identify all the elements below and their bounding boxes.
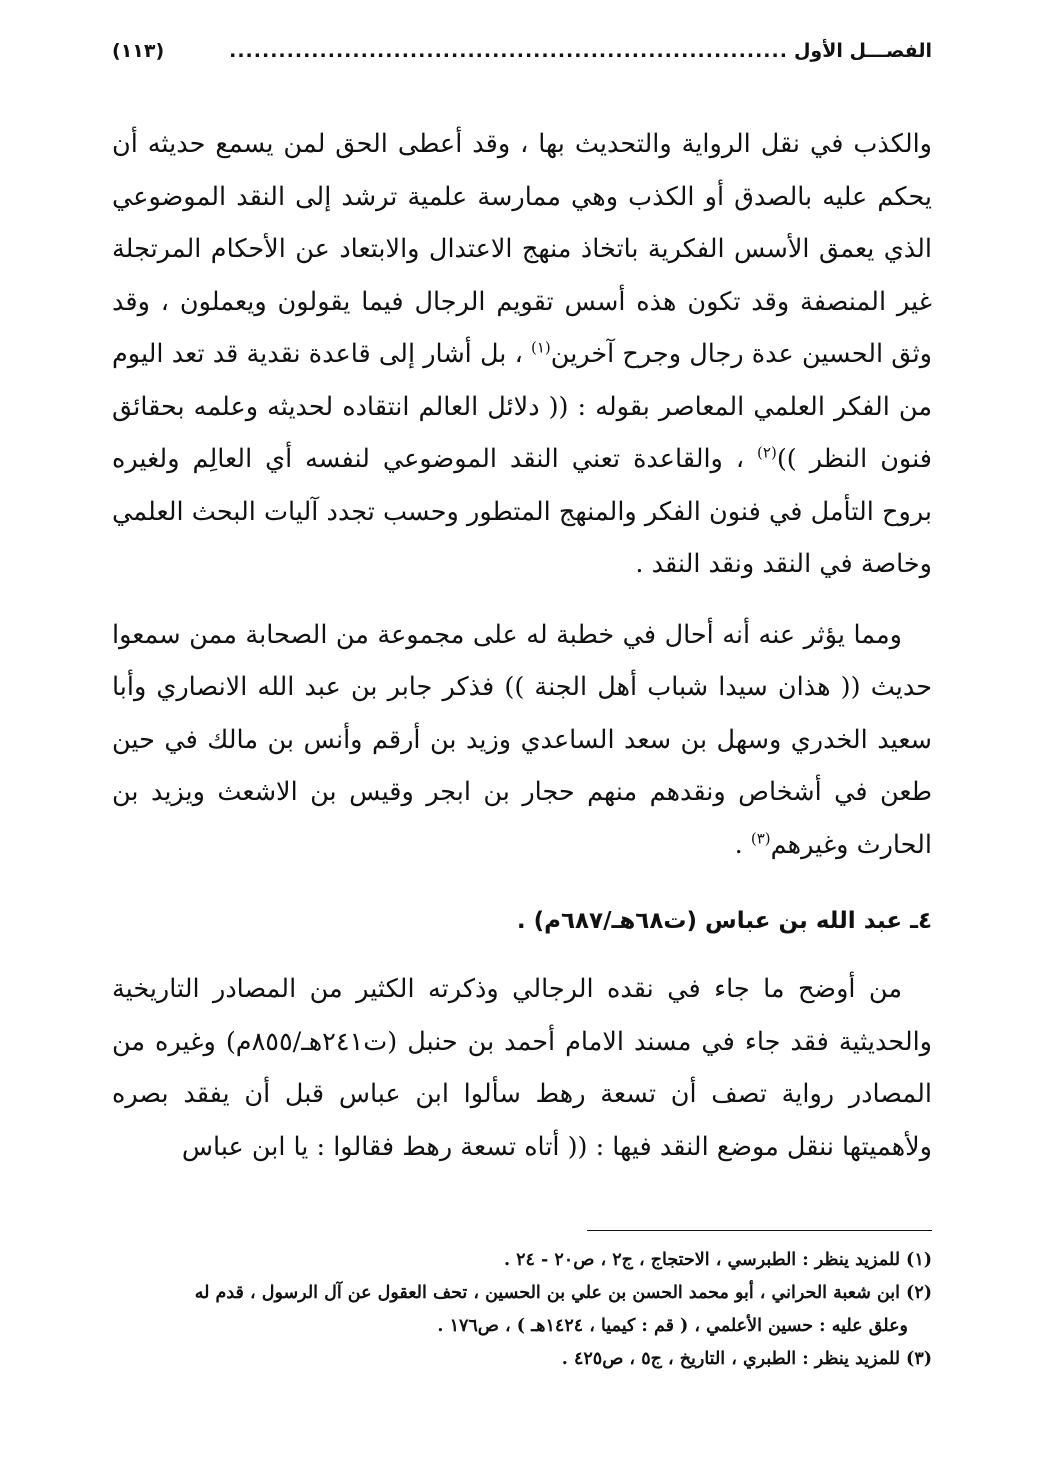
footnote-ref-1: (١)	[531, 338, 551, 357]
page-number: (١١٣)	[112, 40, 165, 62]
footnote-1	[112, 1244, 932, 1277]
paragraph-1-end: ، والقاعدة تعني النقد الموضوعي لنفسه أي العالِم ولغيره بروح التأمل في فنون الفكر والمنهج المتطور وحسب تجدد آليات البحث العلمي وخاصة في النقد ونقد النقد .	[112, 444, 932, 579]
footnote-text: للمزيد ينظر : الطبري ، التاريخ ، ج٥ ، ص٤٢٥ .	[561, 1349, 901, 1369]
footnote-ref-3: (٣)	[750, 829, 771, 847]
footnote-number: (١)	[906, 1250, 932, 1270]
paragraph-3-text: من أوضح ما جاء في نقده الرجالي وذكرته الكثير من المصادر التاريخية والحديثية فقد جاء في مسند الامام أحمد بن حنبل (ت٢٤١هـ/٨٥٥م) وغيره من المصادر رواية تصف أن تسعة رهط سألوا ابن عباس قبل أن يفقد بصره ولأهميتها ننقل موضع النقد فيها : (( أتاه تسعة رهط فقالوا : يا ابن عباس	[112, 974, 932, 1162]
footnote-text: ابن شعبة الحراني ، أبو محمد الحسن بن علي بن الحسين ، تحف العقول عن آل الرسول ، قدم له	[194, 1283, 901, 1303]
body-text	[112, 118, 932, 1173]
header-leader-dots: ....................................................................	[229, 40, 788, 62]
paragraph-2-end: .	[734, 829, 751, 860]
running-header	[112, 40, 932, 80]
footnote-3	[112, 1343, 932, 1376]
footnote-ref-2: (٢)	[757, 443, 777, 462]
footnotes	[112, 1244, 932, 1376]
paragraph-1-text: والكذب في نقل الرواية والتحديث بها ، وقد أعطى الحق لمن يسمع حديثه أن يحكم عليه بالصدق أو الكذب وهي ممارسة علمية ترشد إلى النقد الموضوعي الذي يعمق الأسس الفكرية باتخاذ منهج الاعتدال والابتعاد عن الأحكام المرتجلة غير المنصفة وقد تكون هذه أسس تقويم الرجال فيما يقولون ويعملون ، وقد وثق الحسين عدة رجال وجرح آخرين	[112, 129, 932, 369]
footnote-number: (٢)	[906, 1283, 932, 1303]
footnote-text: للمزيد ينظر : الطبرسي ، الاحتجاج ، ج٢ ، ص٢٠ - ٢٤ .	[503, 1250, 901, 1270]
chapter-title: الفصـــل الأول	[793, 40, 932, 62]
footnote-continuation: وعلق عليه : حسين الأعلمي ، ( قم : كيميا ، ١٤٢٤هـ ) ، ص١٧٦ .	[437, 1316, 908, 1336]
footnote-2	[112, 1277, 932, 1343]
paragraph-1-middle: ، بل أشار إلى قاعدة نقدية قد تعد اليوم من الفكر العلمي المعاصر بقوله : (( دلائل العالم انتقاده لحديثه وعلمه بحقائق فنون النظر ))	[112, 339, 932, 474]
book-page	[112, 40, 932, 1460]
footnote-separator	[587, 1230, 932, 1231]
footnote-number: (٣)	[906, 1349, 932, 1369]
paragraph-3	[112, 963, 932, 1173]
paragraph-2-text: ومما يؤثر عنه أنه أحال في خطبة له على مجموعة من الصحابة ممن سمعوا حديث (( هذان سيدا شباب أهل الجنة )) فذكر جابر بن عبد الله الانصاري وأبا سعيد الخدري وسهل بن سعد الساعدي وزيد بن أرقم وأنس بن مالك في حين طعن في أشخاص ونقدهم منهم حجار بن ابجر وقيس بن الاشعث ويزيد بن الحارث وغيرهم	[112, 619, 932, 860]
paragraph-1	[112, 118, 932, 591]
paragraph-2	[112, 609, 932, 872]
section-heading: ٤ـ عبد الله بن عباس (ت٦٨هـ/٦٨٧م) .	[516, 908, 932, 934]
